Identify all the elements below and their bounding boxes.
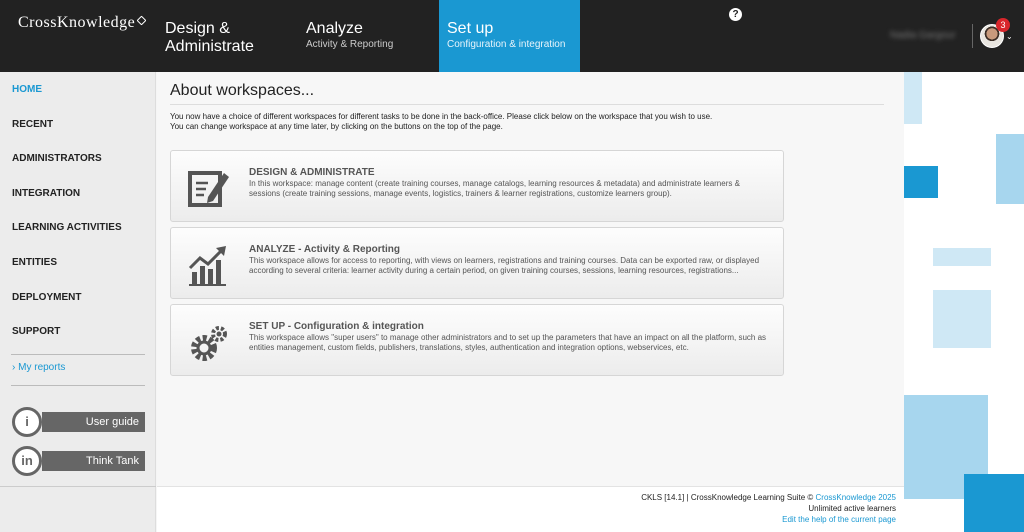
sidebar-bottom-divider — [0, 486, 156, 487]
workspace-card-design[interactable] — [170, 150, 784, 222]
footer-version: CKLS [14.1] | CrossKnowledge Learning Suite © — [641, 493, 814, 502]
linkedin-icon: in — [12, 446, 42, 476]
tab-analyze[interactable] — [306, 0, 436, 72]
info-icon: i — [12, 407, 42, 437]
think-tank-label: Think Tank — [42, 451, 145, 471]
card-title: SET UP - Configuration & integration — [249, 321, 424, 332]
card-title: ANALYZE - Activity & Reporting — [249, 244, 400, 255]
sidebar-item-entities[interactable]: ENTITIES — [12, 257, 58, 268]
tab-title-line2: Administrate — [165, 38, 254, 55]
tab-design-administrate[interactable] — [165, 0, 295, 72]
workspace-card-analyze[interactable] — [170, 227, 784, 299]
logo-text: CrossKnowledge — [18, 14, 136, 31]
card-description: This workspace allows for access to reporting, with views on learners, registrations and training courses. Data can be exported raw, or displayed according to several criteria: learner activity during a certain period, on given training courses, sessions, learning resources, registrations... — [249, 256, 760, 275]
deco-square — [996, 134, 1024, 204]
card-description: In this workspace: manage content (create training courses, manage catalogs, learning resources & metadata) and administrate learners & sessions (create training sessions, manage events, logistics, trainers & learner registrations, customize learners group). — [249, 179, 740, 198]
title-divider — [170, 104, 884, 105]
chart-icon — [186, 244, 230, 288]
page-title: About workspaces... — [170, 82, 315, 99]
sidebar-item-administrators[interactable]: ADMINISTRATORS — [12, 153, 102, 164]
intro-line-1: You now have a choice of different workspaces for different tasks to be done in the back-office. Please click below on the workspace that you wish to use. — [170, 112, 713, 121]
intro-line-2: You can change workspace at any time later, by clicking on the buttons on the top of the page. — [170, 122, 503, 131]
sidebar-item-deployment[interactable]: DEPLOYMENT — [12, 292, 82, 303]
sidebar-item-learning-activities[interactable]: LEARNING ACTIVITIES — [12, 222, 122, 233]
sidebar-divider — [11, 385, 145, 386]
sidebar — [0, 72, 156, 532]
deco-square — [933, 248, 991, 266]
edit-help-link[interactable]: Edit the help of the current page — [782, 515, 896, 524]
deco-square — [904, 166, 938, 198]
sidebar-item-integration[interactable]: INTEGRATION — [12, 188, 81, 199]
sidebar-item-home[interactable]: HOME — [12, 84, 42, 95]
sidebar-item-support[interactable]: SUPPORT — [12, 326, 61, 337]
card-description: This workspace allows "super users" to manage other administrators and to set up the parameters that have an impact on all the platform, such as entities management, custom fields, publishers, translations, styles, authentication and integration options, webservices, etc. — [249, 333, 767, 352]
decorative-squares — [904, 72, 1024, 532]
tab-subtitle: Configuration & integration — [447, 39, 566, 50]
deco-square — [933, 290, 991, 348]
notification-badge[interactable]: 3 — [996, 18, 1010, 32]
header-divider — [972, 24, 973, 48]
tab-subtitle: Activity & Reporting — [306, 39, 394, 50]
top-navigation-bar — [0, 0, 1024, 72]
user-guide-button[interactable] — [12, 407, 145, 437]
tab-setup[interactable] — [439, 0, 580, 72]
tab-title: Analyze — [306, 20, 363, 37]
deco-square — [904, 72, 922, 124]
workspace-card-setup[interactable] — [170, 304, 784, 376]
chevron-down-icon[interactable]: ⌄ — [1006, 32, 1013, 41]
user-name[interactable]: Nadia Gargour — [890, 30, 956, 41]
user-guide-label: User guide — [42, 412, 145, 432]
crossknowledge-logo[interactable] — [18, 14, 145, 32]
edit-icon — [186, 167, 230, 211]
gears-icon — [186, 321, 230, 365]
footer-learners: Unlimited active learners — [808, 504, 896, 513]
footer-copyright — [641, 493, 896, 502]
tab-title: Set up — [447, 20, 494, 37]
crossknowledge-link[interactable]: CrossKnowledge 2025 — [815, 493, 896, 502]
my-reports-label: My reports — [18, 362, 66, 373]
main-content — [157, 72, 904, 486]
sidebar-item-recent[interactable]: RECENT — [12, 119, 54, 130]
my-reports-link[interactable] — [12, 362, 65, 373]
sidebar-divider — [11, 354, 145, 355]
deco-square — [964, 474, 1024, 532]
card-title: DESIGN & ADMINISTRATE — [249, 167, 375, 178]
think-tank-button[interactable] — [12, 446, 145, 476]
intro-text — [170, 112, 870, 132]
footer — [157, 486, 904, 532]
help-icon[interactable]: ? — [729, 8, 742, 21]
chevron-right-icon: › — [12, 362, 16, 373]
tab-title: Design & — [165, 20, 230, 37]
logo-mark-icon — [137, 16, 147, 26]
